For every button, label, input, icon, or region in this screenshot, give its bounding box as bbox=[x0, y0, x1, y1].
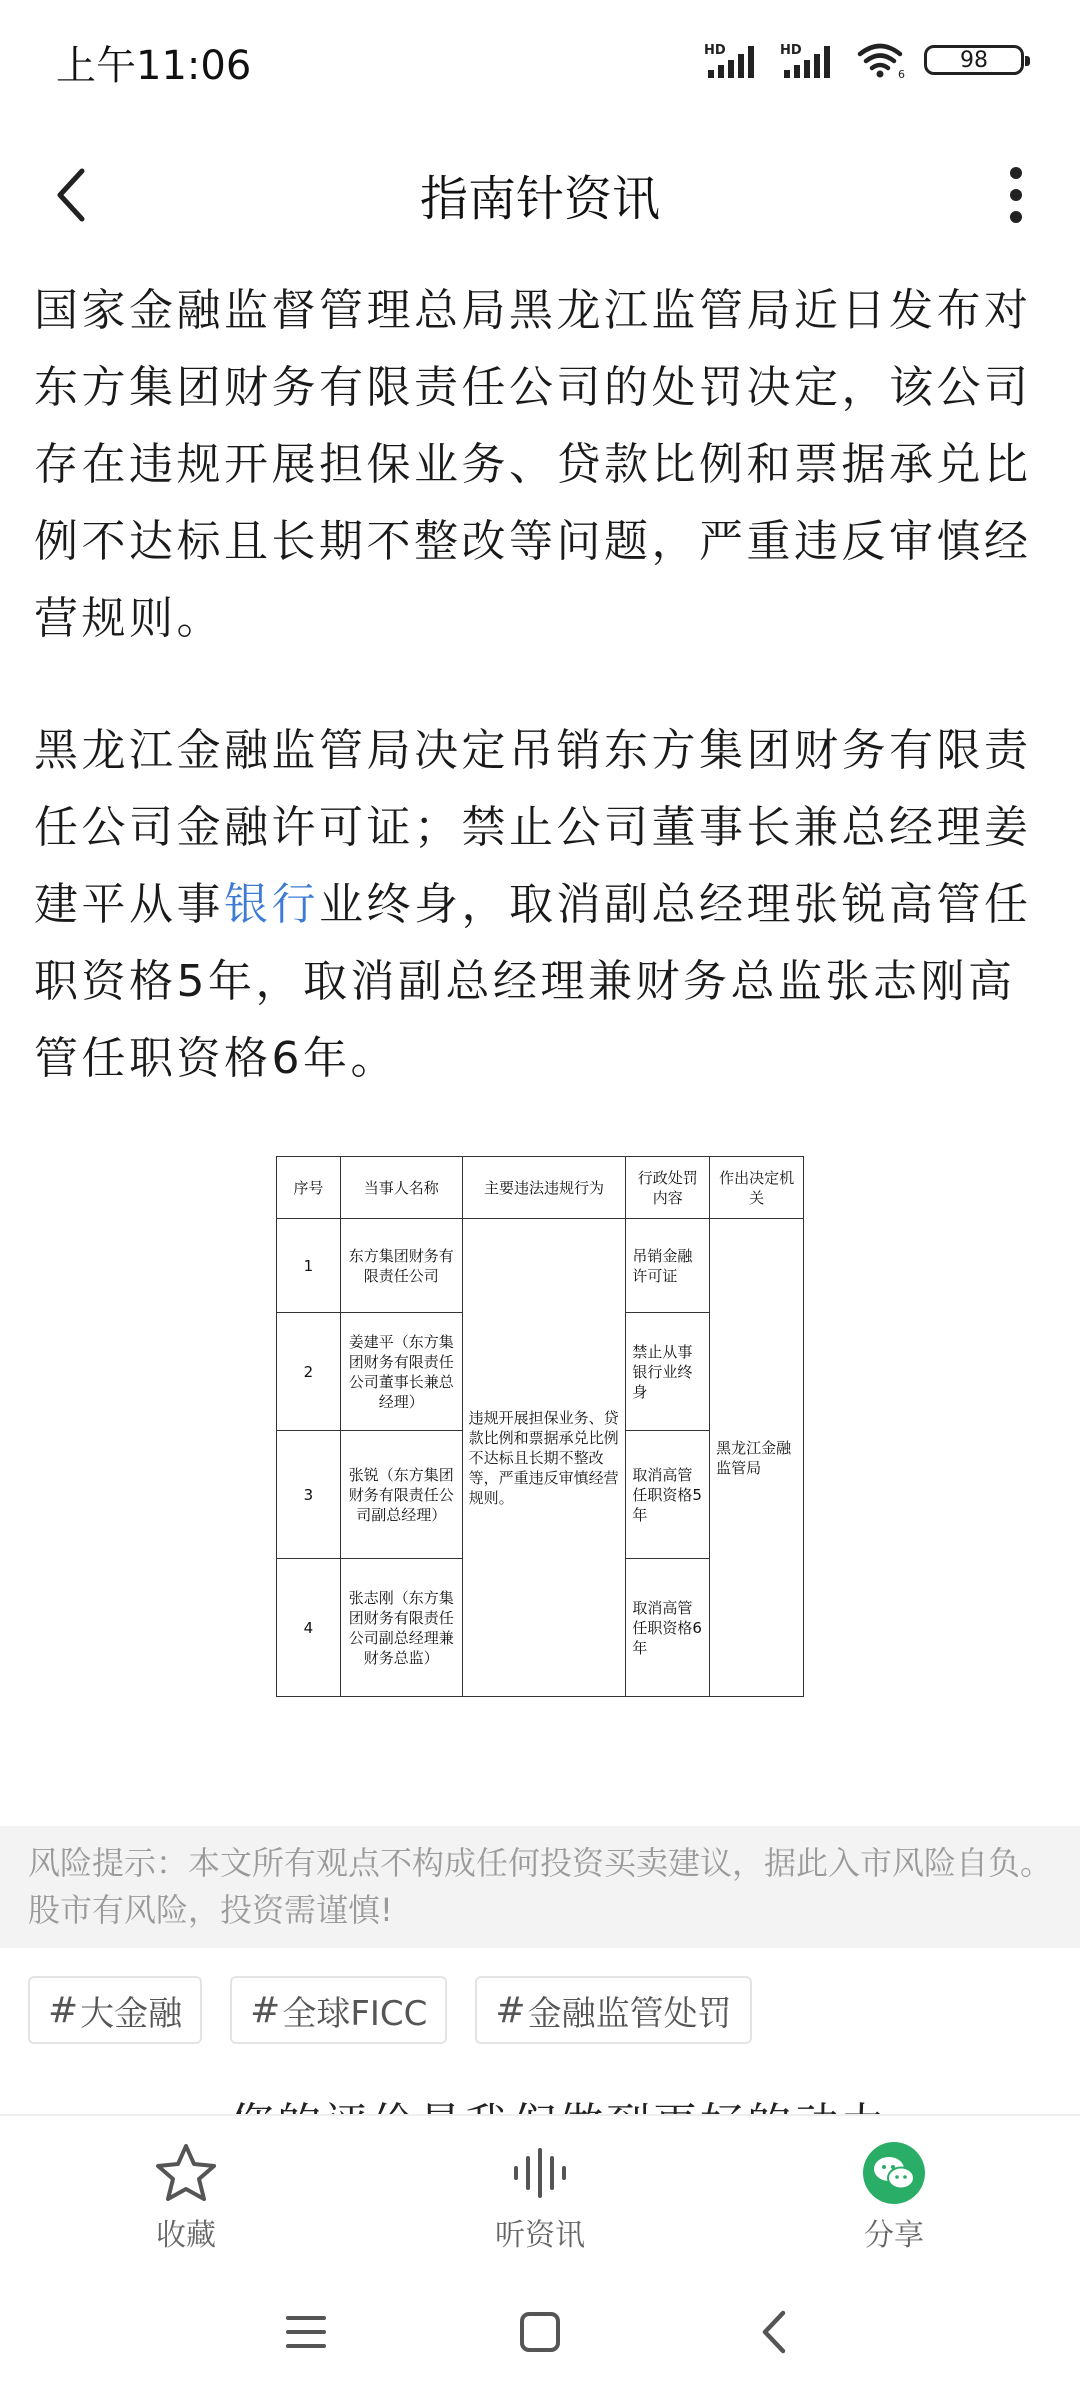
penalty-table bbox=[276, 1156, 804, 1697]
table-cell-authority: 黑龙江金融监管局 bbox=[710, 1219, 804, 1697]
table-cell-party: 张锐（东方集团财务有限责任公司副总经理） bbox=[340, 1431, 462, 1559]
tag-financial-penalty[interactable] bbox=[475, 1976, 751, 2044]
tag-global-ficc[interactable] bbox=[230, 1976, 447, 2044]
hash-icon: # bbox=[250, 1989, 281, 2031]
system-nav-bar bbox=[0, 2264, 1080, 2400]
audio-wave-icon bbox=[508, 2142, 572, 2204]
battery-icon bbox=[924, 45, 1024, 75]
menu-icon bbox=[284, 2312, 328, 2352]
table-cell-penalty: 禁止从事银行业终身 bbox=[626, 1313, 710, 1431]
tag-label: 金融监管处罚 bbox=[527, 1993, 732, 2034]
article-text: 业终身，取消副总经理张锐高管任职资格5年，取消副总经理兼财务总监张志刚高管任职资格6年。 bbox=[34, 879, 1032, 1084]
table-cell-party: 姜建平（东方集团财务有限责任公司董事长兼总经理） bbox=[340, 1313, 462, 1431]
more-vertical-icon bbox=[1006, 165, 1026, 225]
hash-icon: # bbox=[495, 1989, 526, 2031]
nav-bar bbox=[0, 120, 1080, 270]
status-bar bbox=[0, 0, 1080, 120]
wifi-icon bbox=[856, 40, 908, 80]
more-button[interactable] bbox=[988, 150, 1044, 240]
table-header: 行政处罚内容 bbox=[626, 1157, 710, 1219]
article-paragraph-1: 国家金融监督管理总局黑龙江监管局近日发布对东方集团财务有限责任公司的处罚决定，该公司存在违规开展担保业务、贷款比例和票据承兑比例不达标且长期不整改等问题，严重违反审慎经营规则。 bbox=[34, 285, 1032, 644]
table-cell-no: 2 bbox=[277, 1313, 341, 1431]
table-cell-violation: 违规开展担保业务、贷款比例和票据承兑比例不达标且长期不整改等，严重违反审慎经营规则。 bbox=[462, 1219, 626, 1697]
recents-button[interactable] bbox=[276, 2302, 336, 2362]
signal-icon bbox=[704, 40, 764, 80]
home-button[interactable] bbox=[510, 2302, 570, 2362]
table-header: 序号 bbox=[277, 1157, 341, 1219]
tag-list bbox=[28, 1976, 752, 2044]
star-icon bbox=[154, 2142, 218, 2204]
table-header: 主要违法违规行为 bbox=[462, 1157, 626, 1219]
signal-badge-2: HD bbox=[780, 43, 802, 58]
table-cell-party: 张志刚（东方集团财务有限责任公司副总经理兼财务总监） bbox=[340, 1559, 462, 1697]
article-text: 黑龙江金融监管局决定吊销东方集团财务有限责任公司金融许可证；禁止公司董事长兼总经理姜建平从事 bbox=[34, 725, 1032, 930]
wechat-icon bbox=[863, 2142, 925, 2204]
signal-badge: HD bbox=[704, 43, 726, 58]
wifi-badge: 6 bbox=[898, 68, 905, 81]
risk-notice: 风险提示：本文所有观点不构成任何投资买卖建议，据此入市风险自负。股市有风险，投资需谨慎! bbox=[0, 1826, 1080, 1948]
system-back-button[interactable] bbox=[744, 2302, 804, 2362]
hash-icon: # bbox=[48, 1989, 79, 2031]
page-title: 指南针资讯 bbox=[419, 171, 660, 227]
tag-label: 大金融 bbox=[80, 1993, 183, 2034]
status-icons bbox=[704, 40, 1024, 80]
square-icon bbox=[518, 2310, 562, 2354]
table-cell-penalty: 取消高管任职资格6年 bbox=[626, 1559, 710, 1697]
feedback-prompt bbox=[0, 2092, 1080, 2112]
table-cell-no: 3 bbox=[277, 1431, 341, 1559]
favorite-button[interactable] bbox=[86, 2142, 286, 2254]
bank-link[interactable]: 银行 bbox=[224, 879, 319, 930]
table-cell-no: 1 bbox=[277, 1219, 341, 1313]
table-cell-penalty: 取消高管任职资格5年 bbox=[626, 1431, 710, 1559]
tag-label: 全球FICC bbox=[282, 1993, 428, 2034]
share-label: 分享 bbox=[864, 2218, 924, 2253]
table-cell-no: 4 bbox=[277, 1559, 341, 1697]
battery-level: 98 bbox=[960, 47, 988, 73]
table-cell-party: 东方集团财务有限责任公司 bbox=[340, 1219, 462, 1313]
listen-label: 听资讯 bbox=[495, 2218, 585, 2253]
tag-da-jinrong[interactable] bbox=[28, 1976, 202, 2044]
signal-icon-2 bbox=[780, 40, 840, 80]
favorite-label: 收藏 bbox=[156, 2218, 216, 2253]
table-header-row bbox=[277, 1157, 804, 1219]
bottom-action-bar bbox=[0, 2114, 1080, 2266]
share-button[interactable] bbox=[794, 2142, 994, 2254]
article-paragraph-2 bbox=[34, 712, 1046, 1097]
table-header: 当事人名称 bbox=[340, 1157, 462, 1219]
table-cell-penalty: 吊销金融许可证 bbox=[626, 1219, 710, 1313]
table-row bbox=[277, 1219, 804, 1313]
listen-button[interactable] bbox=[440, 2142, 640, 2254]
table-header: 作出决定机关 bbox=[710, 1157, 804, 1219]
chevron-left-icon bbox=[759, 2309, 789, 2355]
status-time: 上午11:06 bbox=[56, 43, 252, 89]
